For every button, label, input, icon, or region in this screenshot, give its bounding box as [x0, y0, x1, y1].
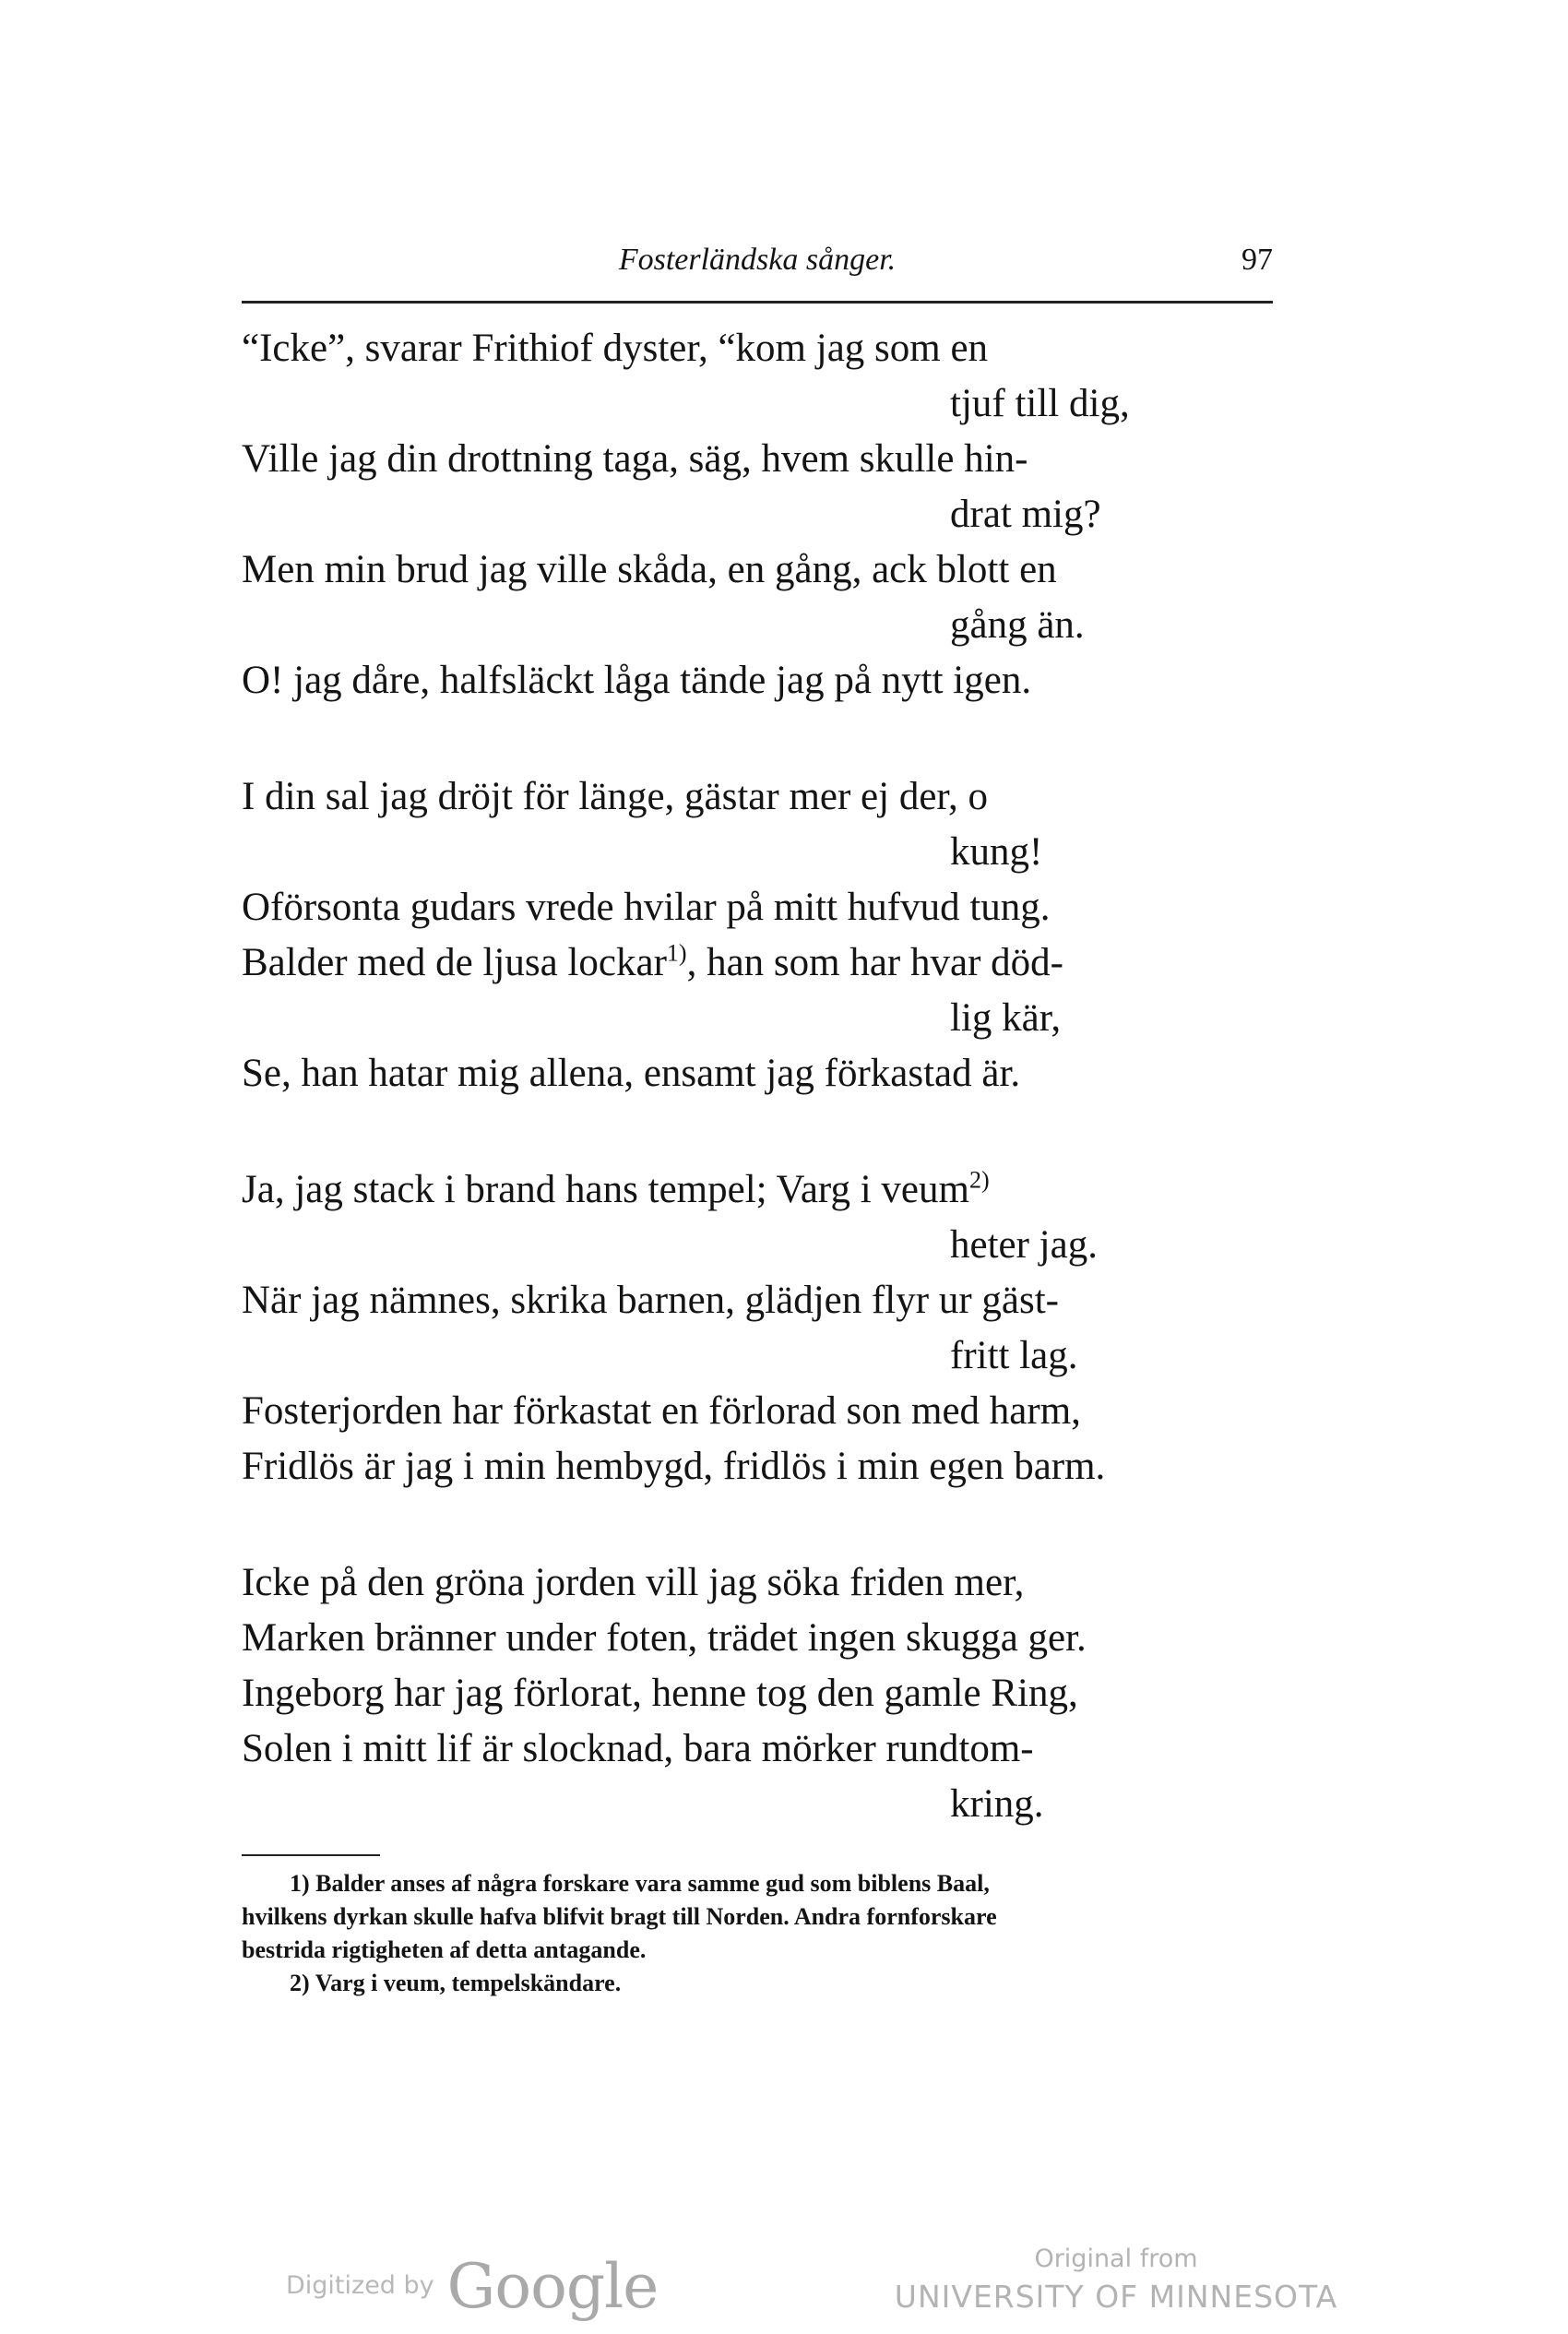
verse-line: Oförsonta gudars vrede hvilar på mitt hufvud tung.: [242, 886, 1051, 929]
verse-line-continuation: kring.: [950, 1782, 1044, 1826]
verse-line: “Icke”, svarar Frithiof dyster, “kom jag som en: [242, 327, 989, 370]
verse-line: Men min brud jag ville skåda, en gång, ack blott en: [242, 548, 1057, 591]
verse-line-continuation: gång än.: [950, 603, 1085, 647]
footnote-1: 1) Balder anses af några forskare vara samme gud som biblens Baal,: [290, 1870, 990, 1897]
verse-line: Ingeborg har jag förlorat, henne tog den gamle Ring,: [242, 1672, 1078, 1715]
page-number: 97: [1241, 243, 1273, 277]
verse-line: Fridlös är jag i min hembygd, fridlös i min egen barm.: [242, 1445, 1106, 1488]
footnote-rule: [242, 1854, 380, 1856]
verse-line: Se, han hatar mig allena, ensamt jag förkastad är.: [242, 1052, 1021, 1095]
google-logo: Google: [446, 2251, 659, 2322]
verse-line: I din sal jag dröjt för länge, gästar mer ej der, o: [242, 775, 989, 818]
stanza-3: [242, 1162, 1273, 1494]
verse-line: Icke på den gröna jorden vill jag söka friden mer,: [242, 1561, 1025, 1604]
verse-text: , han som har hvar död-: [686, 941, 1063, 984]
verse-line-continuation: tjuf till dig,: [950, 382, 1130, 425]
verse-line: När jag nämnes, skrika barnen, glädjen flyr ur gäst-: [242, 1279, 1059, 1322]
footnote-2: 2) Varg i veum, tempelskändare.: [290, 1970, 622, 1996]
footnote-1-cont: bestrida rigtigheten af detta antagande.: [242, 1936, 647, 1963]
digitized-by-watermark: [286, 2251, 658, 2334]
verse-line: [242, 935, 1273, 991]
verse-line: Ville jag din drottning taga, säg, hvem skulle hin-: [242, 437, 1028, 481]
verse-line-continuation: drat mig?: [950, 493, 1101, 536]
footnote-1-cont: hvilkens dyrkan skulle hafva blifvit bragt till Norden. Andra fornforskare: [242, 1903, 997, 1930]
poem-body: [242, 321, 1273, 1893]
verse-line-continuation: fritt lag.: [950, 1334, 1078, 1377]
verse-line: Marken bränner under foten, trädet ingen skugga ger.: [242, 1616, 1087, 1660]
footnotes: [242, 1867, 1273, 2000]
institution-label: UNIVERSITY OF MINNESOTA: [894, 2279, 1338, 2315]
original-from-label: Original from: [1034, 2245, 1198, 2273]
stanza-4: [242, 1555, 1273, 1832]
verse-line: Fosterjorden har förkastat en förlorad son med harm,: [242, 1389, 1081, 1433]
verse-line-continuation: heter jag.: [950, 1223, 1098, 1267]
verse-line-continuation: lig kär,: [950, 996, 1062, 1040]
stanza-1: [242, 321, 1273, 709]
verse-line-continuation: kung!: [950, 830, 1043, 874]
stanza-2: [242, 769, 1273, 1102]
verse-line: O! jag dåre, halfsläckt låga tände jag på nytt igen.: [242, 659, 1032, 702]
running-head: [242, 238, 1273, 282]
verse-text: Balder med de ljusa lockar: [242, 941, 667, 984]
header-rule: [242, 301, 1273, 304]
source-watermark: [885, 2242, 1347, 2317]
running-head-title: Fosterländska sånger.: [618, 243, 897, 277]
footnote-ref-1: 1): [666, 939, 687, 967]
digitized-by-label: Digitized by: [286, 2271, 434, 2300]
verse-text: Ja, jag stack i brand hans tempel; Varg i veum: [242, 1168, 969, 1211]
verse-line: [242, 1162, 1273, 1218]
verse-line: Solen i mitt lif är slocknad, bara mörker rundtom-: [242, 1727, 1034, 1770]
footnote-ref-2: 2): [968, 1166, 990, 1194]
